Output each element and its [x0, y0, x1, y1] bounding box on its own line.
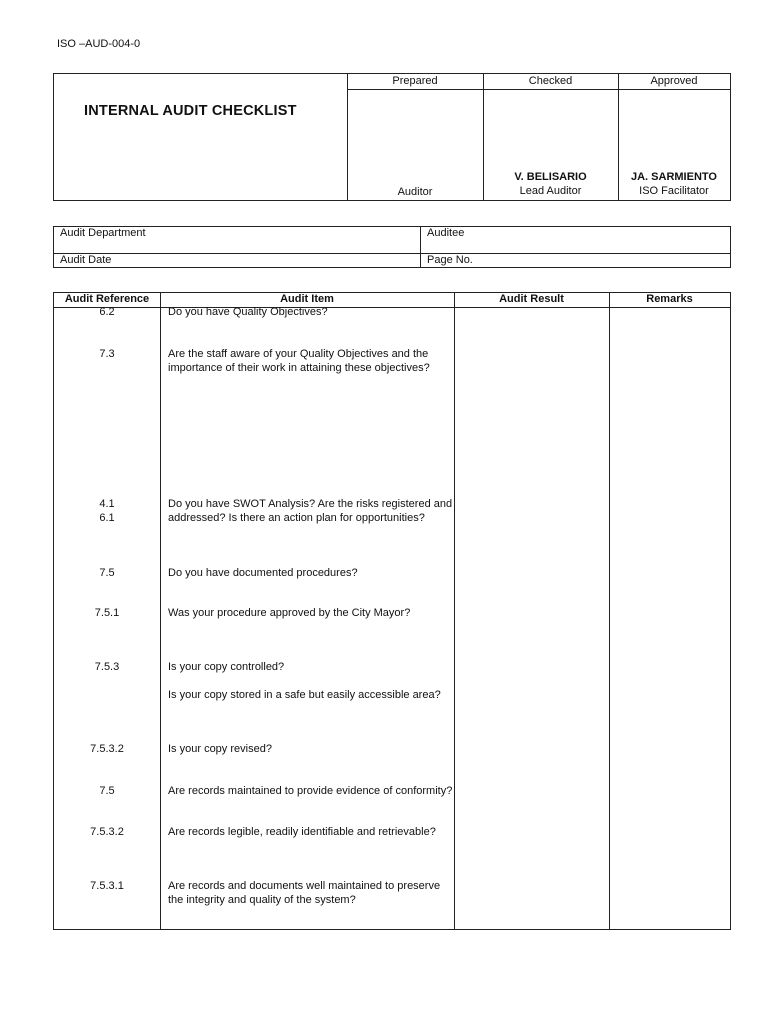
divider: [420, 227, 421, 267]
row-audit-item: Do you have SWOT Analysis? Are the risks registered and addressed? Is there an action plan for opportunities?: [168, 498, 453, 524]
row-audit-item: Are the staff aware of your Quality Objectives and the importance of their work in attaining these objectives?: [168, 348, 430, 374]
column-header-reference: Audit Reference: [64, 293, 150, 305]
checked-signature: [483, 170, 618, 198]
row-reference: 7.3: [99, 348, 115, 360]
row-audit-item: Are records and documents well maintained to preserve the integrity and quality of the system?: [168, 880, 441, 906]
row-audit-item: Do you have Quality Objectives?: [168, 306, 328, 318]
row-audit-item: Are records legible, readily identifiable and retrievable?: [168, 826, 436, 838]
column-header-remarks: Remarks: [646, 293, 693, 305]
approval-header: [53, 73, 731, 201]
divider: [609, 293, 610, 929]
approved-label: Approved: [650, 75, 698, 87]
auditee-label: Auditee: [427, 227, 465, 239]
page-no-label: Page No.: [427, 254, 473, 266]
divider: [54, 253, 730, 254]
checked-name: V. BELISARIO: [514, 171, 587, 183]
row-audit-item: Is your copy controlled?: [168, 661, 285, 673]
row-audit-item: Do you have documented procedures?: [168, 567, 358, 579]
approved-name: JA. SARMIENTO: [631, 171, 717, 183]
row-reference: 7.5.3.1: [90, 880, 124, 892]
approved-signature: [618, 170, 730, 198]
row-reference: 7.5.3.2: [90, 826, 124, 838]
row-audit-item: Was your procedure approved by the City Mayor?: [168, 607, 411, 619]
checked-label: Checked: [528, 75, 573, 87]
prepared-label: Prepared: [392, 75, 438, 87]
row-audit-item: Are records maintained to provide evidence of conformity?: [168, 785, 453, 797]
audit-checklist-table: [53, 292, 731, 930]
row-reference: 7.5.3: [94, 661, 120, 673]
approved-role: ISO Facilitator: [639, 185, 709, 197]
divider: [454, 293, 455, 929]
audit-department-label: Audit Department: [60, 227, 146, 239]
row-audit-item: Is your copy revised?: [168, 743, 272, 755]
checked-role: Lead Auditor: [519, 185, 582, 197]
row-reference: 7.5: [99, 567, 115, 579]
audit-date-label: Audit Date: [60, 254, 112, 266]
prepared-role: Auditor: [397, 186, 433, 198]
divider: [347, 74, 348, 200]
row-reference: 4.1 6.1: [99, 498, 115, 524]
divider: [347, 89, 730, 90]
column-header-result: Audit Result: [499, 293, 564, 305]
document-code: ISO –AUD-004-0: [57, 38, 141, 50]
prepared-signature: [347, 185, 483, 199]
row-reference: 7.5.1: [94, 607, 120, 619]
column-header-item: Audit Item: [280, 293, 334, 305]
divider: [160, 293, 161, 929]
page-title: INTERNAL AUDIT CHECKLIST: [84, 103, 297, 119]
row-reference: 7.5: [99, 785, 115, 797]
row-reference: 7.5.3.2: [90, 743, 124, 755]
row-reference: 6.2: [99, 306, 115, 318]
audit-info-table: [53, 226, 731, 268]
row-audit-item: Is your copy stored in a safe but easily accessible area?: [168, 689, 441, 701]
